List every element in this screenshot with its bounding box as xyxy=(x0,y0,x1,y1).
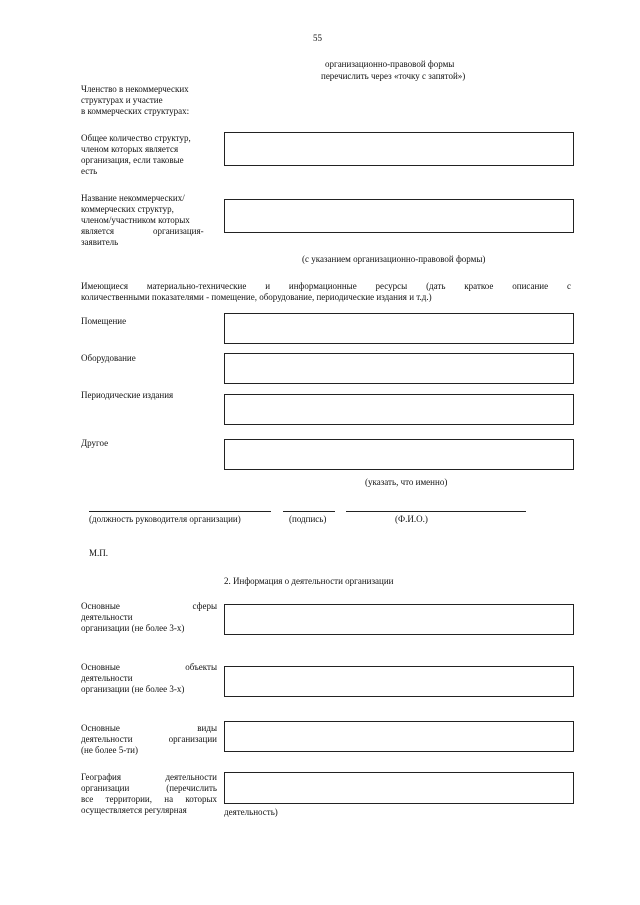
names-field[interactable] xyxy=(224,199,574,233)
types-field[interactable] xyxy=(224,721,574,752)
name-caption: (Ф.И.О.) xyxy=(395,514,428,524)
position-caption: (должность руководителя организации) xyxy=(89,514,241,524)
spheres-label-line-3: организации (не более 3-х) xyxy=(81,623,185,633)
geo-label-line-1: География деятельности xyxy=(81,772,217,782)
signature-caption: (подпись) xyxy=(289,514,327,524)
geo-label-continuation: деятельность) xyxy=(224,807,278,817)
resources-text-line-1: Имеющиеся материально-технические и информационные ресурсы (дать краткое описание с xyxy=(81,281,571,291)
membership-heading-line-2: структурах и участие xyxy=(81,95,163,105)
names-label-line-5: заявитель xyxy=(81,237,119,247)
objects-label-line-3: организации (не более 3-х) xyxy=(81,684,185,694)
other-caption: (указать, что именно) xyxy=(365,477,448,487)
equipment-field[interactable] xyxy=(224,353,574,384)
top-note-line-1: организационно-правовой формы xyxy=(325,59,455,69)
geo-label-line-4: осуществляется регулярная xyxy=(81,805,187,815)
total-count-label-line-4: есть xyxy=(81,166,98,176)
total-count-field[interactable] xyxy=(224,132,574,166)
objects-field[interactable] xyxy=(224,666,574,697)
position-signature-line[interactable] xyxy=(89,511,271,512)
section-2-heading: 2. Информация о деятельности организации xyxy=(224,576,394,586)
spheres-label-line-1: Основные сферы xyxy=(81,601,217,611)
signature-line[interactable] xyxy=(283,511,335,512)
premises-field[interactable] xyxy=(224,313,574,344)
types-label-line-2: деятельности организации xyxy=(81,734,217,744)
other-field[interactable] xyxy=(224,439,574,470)
objects-label-line-1: Основные объекты xyxy=(81,662,217,672)
premises-label: Помещение xyxy=(81,316,127,326)
spheres-field[interactable] xyxy=(224,604,574,635)
names-label-line-2: коммерческих структур, xyxy=(81,204,174,214)
periodicals-field[interactable] xyxy=(224,394,574,425)
top-note-line-2: перечислить через «точку с запятой») xyxy=(321,71,466,81)
total-count-label-line-3: организация, если таковые xyxy=(81,155,184,165)
types-label-line-3: (не более 5-ти) xyxy=(81,745,138,755)
page-number: 55 xyxy=(313,33,322,43)
resources-text-line-2: количественными показателями - помещение, оборудование, периодические издания и т.д.) xyxy=(81,292,432,302)
membership-heading-line-3: в коммерческих структурах: xyxy=(81,106,190,116)
names-label-line-4b: организация- xyxy=(153,226,204,236)
objects-label-line-2: деятельности xyxy=(81,673,133,683)
geo-field[interactable] xyxy=(224,772,574,804)
other-label: Другое xyxy=(81,438,109,448)
stamp-label: М.П. xyxy=(89,548,109,558)
equipment-label: Оборудование xyxy=(81,353,136,363)
name-signature-line[interactable] xyxy=(346,511,526,512)
names-label-line-4a: является xyxy=(81,226,115,236)
membership-heading-line-1: Членство в некоммерческих xyxy=(81,84,189,94)
types-label-line-1: Основные виды xyxy=(81,723,217,733)
names-caption: (с указанием организационно-правовой формы) xyxy=(302,254,486,264)
spheres-label-line-2: деятельности xyxy=(81,612,133,622)
periodicals-label: Периодические издания xyxy=(81,390,174,400)
names-label-line-1: Название некоммерческих/ xyxy=(81,193,185,203)
names-label-line-3: членом/участником которых xyxy=(81,215,190,225)
total-count-label-line-2: членом которых является xyxy=(81,144,179,154)
geo-label-line-2: организации (перечислить xyxy=(81,783,217,793)
total-count-label-line-1: Общее количество структур, xyxy=(81,133,191,143)
geo-label-line-3: все территории, на которых xyxy=(81,794,217,804)
